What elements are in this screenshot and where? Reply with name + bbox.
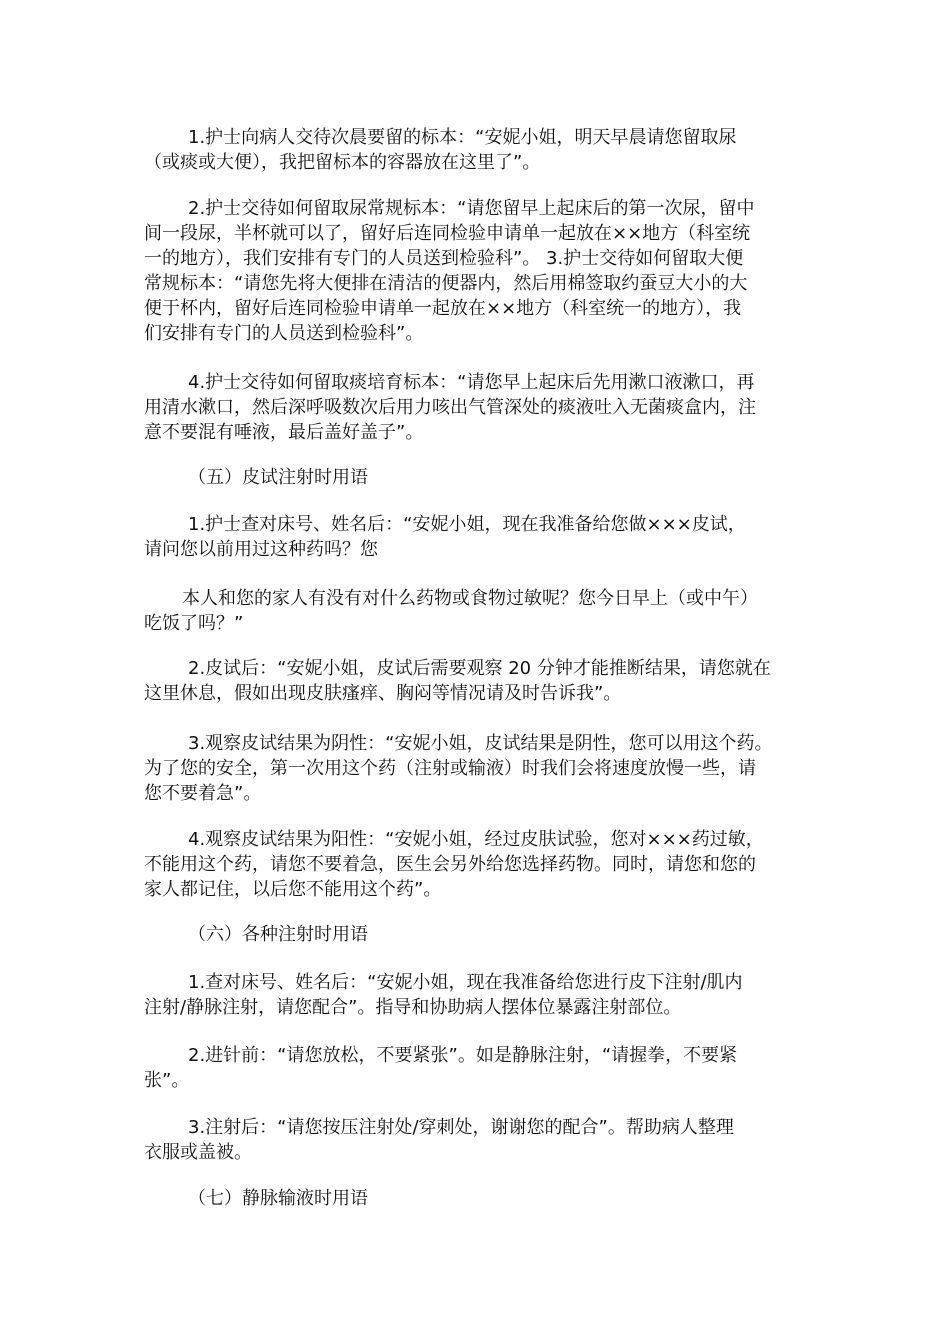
text-line: 这里休息，假如出现皮肤瘙痒、胸闷等情况请及时告诉我”。	[144, 683, 622, 704]
paragraph-negative-result	[144, 731, 814, 806]
text-line: 4.观察皮试结果为阳性：“安妮小姐，经过皮肤试验，您对×××药过敏，	[188, 829, 764, 850]
section-heading-skin-test	[144, 465, 814, 490]
paragraph-specimen-notice	[144, 125, 814, 175]
text-line: 张”。	[144, 1070, 190, 1091]
paragraph-allergy-question	[144, 586, 814, 636]
text-line: 1.查对床号、姓名后：“安妮小姐，现在我准备给您进行皮下注射/肌内	[188, 972, 743, 993]
section-heading-iv-infusion	[144, 1186, 814, 1211]
section-heading: （七）静脉输液时用语	[188, 1188, 368, 1209]
text-line: 2.皮试后：“安妮小姐，皮试后需要观察 20 分钟才能推断结果，请您就在	[188, 658, 771, 679]
text-line: 3.注射后：“请您按压注射处/穿刺处，谢谢您的配合”。帮助病人整理	[188, 1117, 734, 1138]
text-line: 常规标本：“请您先将大便排在清洁的便器内，然后用棉签取约蚕豆大小的大	[144, 273, 748, 294]
paragraph-positive-result	[144, 827, 814, 902]
text-line: 本人和您的家人有没有对什么药物或食物过敏呢？您今日早上（或中午）	[182, 588, 758, 609]
text-line: 意不要混有唾液，最后盖好盖子”。	[144, 422, 424, 443]
text-line: 1.护士查对床号、姓名后：“安妮小姐，现在我准备给您做×××皮试，	[188, 514, 746, 535]
text-line: 2.进针前：“请您放松，不要紧张”。如是静脉注射，“请握拳，不要紧	[188, 1045, 738, 1066]
text-line: 间一段尿，半杯就可以了，留好后连同检验申请单一起放在××地方（科室统	[144, 223, 751, 244]
paragraph-sputum-specimen	[144, 370, 814, 445]
text-line: 为了您的安全，第一次用这个药（注射或输液）时我们会将速度放慢一些，请	[144, 758, 756, 779]
text-line: 吃饭了吗？”	[144, 613, 244, 634]
text-line: 3.观察皮试结果为阴性：“安妮小姐，皮试结果是阴性，您可以用这个药。	[188, 733, 773, 754]
paragraph-injection-check	[144, 970, 814, 1020]
text-line: 请问您以前用过这种药吗？您	[144, 539, 378, 560]
text-line: 们安排有专门的人员送到检验科”。	[144, 323, 424, 344]
paragraph-after-skin-test	[144, 656, 814, 706]
text-line: 注射/静脉注射，请您配合”。指导和协助病人摆体位暴露注射部位。	[144, 997, 682, 1018]
text-line: 用清水漱口，然后深呼吸数次后用力咳出气管深处的痰液吐入无菌痰盒内，注	[144, 397, 756, 418]
text-line: 1.护士向病人交待次晨要留的标本：“安妮小姐，明天早晨请您留取尿	[188, 127, 737, 148]
section-heading: （六）各种注射时用语	[188, 924, 368, 945]
text-line: 您不要着急”。	[144, 783, 262, 804]
section-heading: （五）皮试注射时用语	[188, 467, 368, 488]
section-heading-injection	[144, 922, 814, 947]
text-line: （或痰或大便），我把留标本的容器放在这里了”。	[144, 152, 541, 173]
text-line: 不能用这个药，请您不要着急，医生会另外给您选择药物。同时，请您和您的	[144, 854, 756, 875]
paragraph-before-needle	[144, 1043, 814, 1093]
text-line: 便于杯内，留好后连同检验申请单一起放在××地方（科室统一的地方），我	[144, 298, 742, 319]
text-line: 家人都记住，以后您不能用这个药”。	[144, 879, 442, 900]
text-line: 一的地方），我们安排有专门的人员送到检验科”。 3.护士交待如何留取大便	[144, 248, 744, 269]
paragraph-skin-test-check	[144, 512, 814, 562]
paragraph-urine-stool-specimen	[144, 196, 814, 346]
text-line: 2.护士交待如何留取尿常规标本：“请您留早上起床后的第一次尿，留中	[188, 198, 755, 219]
text-line: 衣服或盖被。	[144, 1142, 252, 1163]
text-line: 4.护士交待如何留取痰培育标本：“请您早上起床后先用漱口液漱口，再	[188, 372, 755, 393]
paragraph-after-injection	[144, 1115, 814, 1165]
